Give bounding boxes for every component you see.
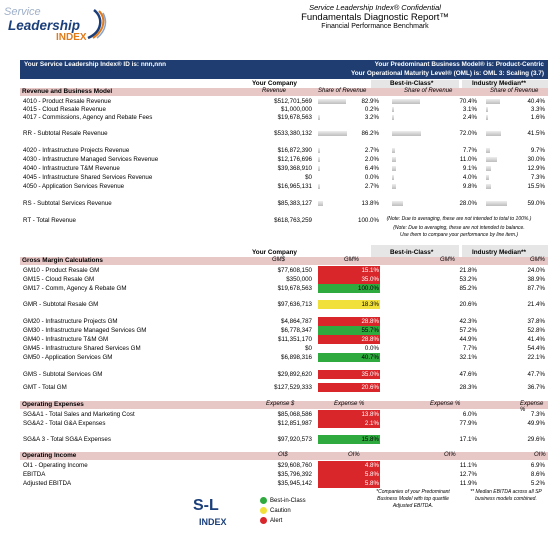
- row-revenue: $512,701,569: [274, 98, 312, 105]
- row-ind: 30.0%: [527, 156, 545, 163]
- row-value: $12,851,987: [277, 420, 312, 427]
- col-share-bic: Share of Revenue: [404, 88, 453, 94]
- table-row: [20, 129, 548, 138]
- table-row: [20, 435, 548, 444]
- row-share: 100.0%: [358, 217, 379, 224]
- row-label: 4015 - Cloud Resale Revenue: [23, 106, 106, 113]
- row-bic: 4.0%: [462, 174, 477, 181]
- row-share: 86.2%: [361, 130, 379, 137]
- row-ind: 24.0%: [527, 267, 545, 274]
- row-pct: 5.8%: [318, 479, 380, 488]
- confidential-label: Service Leadership Index® Confidential: [309, 3, 441, 12]
- row-share: 0.0%: [364, 174, 379, 181]
- row-ind: 59.0%: [527, 200, 545, 207]
- row-revenue: $16,872,390: [277, 147, 312, 154]
- your-company-header-2: Your Company: [252, 249, 297, 256]
- row-value: $0: [305, 345, 312, 352]
- legend-alert: [260, 517, 282, 525]
- col-share: Share of Revenue: [318, 88, 367, 94]
- green-dot-icon: [260, 497, 267, 504]
- table-row: [20, 410, 548, 419]
- table-row: [20, 317, 548, 326]
- row-ind: 49.9%: [527, 420, 545, 427]
- row-ind: 7.3%: [530, 411, 545, 418]
- row-label: GM17 - Comm, Agency & Rebate GM: [23, 285, 127, 292]
- row-label: GM10 - Product Resale GM: [23, 267, 100, 274]
- row-pct: 0.0%: [364, 345, 379, 352]
- row-share: 6.4%: [364, 165, 379, 172]
- service-leadership-logo: [4, 6, 108, 50]
- table-row: [20, 326, 548, 335]
- sl-logo-bottom: INDEX: [199, 517, 227, 527]
- row-label: 4010 - Product Resale Revenue: [23, 98, 112, 105]
- col-expense-pct-ind: Expense %: [520, 401, 544, 413]
- col-oi-dollar: OI$: [278, 452, 288, 458]
- row-value: $6,898,316: [281, 354, 312, 361]
- row-label: OI1 - Operating Income: [23, 462, 88, 469]
- legend-best-label: Best-in-Class: [270, 498, 306, 505]
- section-title-oi: Operating Income: [22, 452, 77, 459]
- row-value: $29,892,620: [277, 371, 312, 378]
- row-ind: 41.5%: [527, 130, 545, 137]
- row-bic: 7.7%: [462, 345, 477, 352]
- table-row: [20, 419, 548, 428]
- row-label: 4017 - Commissions, Agency and Rebate Fees: [23, 114, 153, 121]
- row-pct: 40.7%: [318, 353, 380, 362]
- row-revenue: $12,176,696: [277, 156, 312, 163]
- row-ind: 36.7%: [527, 384, 545, 391]
- row-bic: 44.9%: [459, 336, 477, 343]
- note-balance: (Note: Due to averaging, these are not intended to balance.: [393, 225, 525, 231]
- row-bic: 20.6%: [459, 301, 477, 308]
- section-title-revenue: Revenue and Business Model: [22, 88, 113, 95]
- report-header: [210, 3, 540, 30]
- table-row: [20, 300, 548, 309]
- col-gm-dollar: GM$: [272, 257, 286, 263]
- row-label: GM20 - Infrastructure Projects GM: [23, 318, 118, 325]
- col-revenue: Revenue: [262, 88, 287, 94]
- row-bic: 12.7%: [459, 471, 477, 478]
- report-subtitle: Financial Performance Benchmark: [321, 23, 429, 30]
- row-revenue: $618,763,259: [274, 217, 312, 224]
- row-bic: 32.1%: [459, 354, 477, 361]
- row-pct: 28.8%: [318, 335, 380, 344]
- row-bic: 17.1%: [459, 436, 477, 443]
- row-label: RR - Subtotal Resale Revenue: [23, 130, 108, 137]
- row-pct: 13.8%: [318, 410, 380, 419]
- row-bic: 85.2%: [459, 285, 477, 292]
- row-label: GM50 - Application Services GM: [23, 354, 113, 361]
- row-label: GM15 - Cloud Resale GM: [23, 276, 95, 283]
- note-compare: Use them to compare your performance by line item.): [399, 232, 519, 238]
- row-label: RS - Subtotal Services Revenue: [23, 200, 112, 207]
- row-revenue: $1,000,000: [281, 106, 312, 113]
- row-bic: 11.1%: [459, 462, 477, 469]
- row-bic: 28.3%: [459, 384, 477, 391]
- col-oi-pct-bic: OI%: [444, 452, 456, 458]
- row-label: 4045 - Infrastructure Shared Services Revenue: [23, 174, 153, 181]
- row-ind: 8.6%: [530, 471, 545, 478]
- col-gm-pct-ind: GM%: [530, 257, 545, 263]
- col-expense-dollar: Expense $: [266, 401, 295, 407]
- table-row: [20, 182, 548, 191]
- row-bic: 72.0%: [459, 130, 477, 137]
- row-pct: 28.8%: [318, 317, 380, 326]
- col-share-ind: Share of Revenue: [490, 88, 539, 94]
- row-label: GM40 - Infrastructure T&M GM: [23, 336, 109, 343]
- row-value: $35,796,392: [277, 471, 312, 478]
- table-row: [20, 275, 548, 284]
- row-share: 82.9%: [361, 98, 379, 105]
- row-value: $85,068,586: [277, 411, 312, 418]
- row-bic: 77.9%: [459, 420, 477, 427]
- row-ind: 54.4%: [527, 345, 545, 352]
- row-ind: 29.6%: [527, 436, 545, 443]
- row-value: $29,608,760: [277, 462, 312, 469]
- table-row: [20, 284, 548, 293]
- col-expense-pct: Expense %: [334, 401, 365, 407]
- table-row: [20, 479, 548, 488]
- row-label: 4020 - Infrastructure Projects Revenue: [23, 147, 130, 154]
- row-label: GM30 - Infrastructure Managed Services GM: [23, 327, 147, 334]
- row-pct: 5.8%: [318, 470, 380, 479]
- row-value: $35,945,142: [277, 480, 312, 487]
- section-title-opex: Operating Expenses: [22, 401, 84, 408]
- row-ind: 5.2%: [530, 480, 545, 487]
- row-bic: 70.4%: [459, 98, 477, 105]
- table-row: [20, 173, 548, 182]
- row-pct: 35.0%: [318, 370, 380, 379]
- row-share: 2.7%: [364, 183, 379, 190]
- row-ind: 38.9%: [527, 276, 545, 283]
- row-ind: 37.8%: [527, 318, 545, 325]
- row-pct: 2.1%: [318, 419, 380, 428]
- row-pct: 55.7%: [318, 326, 380, 335]
- row-share: 2.0%: [364, 156, 379, 163]
- table-row: [20, 146, 548, 155]
- note-industry-median: ** Median EBITDA across all SP business models combined.: [470, 489, 542, 502]
- row-value: $11,351,170: [278, 336, 312, 343]
- logo-line3: INDEX: [56, 32, 87, 43]
- section-title-gm: Gross Margin Calculations: [22, 257, 103, 264]
- row-value: $4,864,787: [281, 318, 312, 325]
- banner-business-model: Your Predominant Business Model® is: Product-Centric: [374, 61, 544, 68]
- row-value: $97,636,713: [277, 301, 312, 308]
- legend-alert-label: Alert: [270, 518, 283, 525]
- row-bic: 42.3%: [459, 318, 477, 325]
- row-pct: 18.3%: [318, 300, 380, 309]
- row-ind: 21.4%: [527, 301, 545, 308]
- best-in-class-header-2: Best-in-Class*: [390, 249, 434, 256]
- row-label: SG&A1 - Total Sales and Marketing Cost: [23, 411, 135, 418]
- table-row: [20, 470, 548, 479]
- row-ind: 7.3%: [530, 174, 545, 181]
- row-bic: 11.0%: [459, 156, 477, 163]
- note-best-in-class: *Companies of your Predominant Business Model with top quartile Adjusted EBITDA.: [376, 489, 450, 509]
- row-value: $6,778,347: [281, 327, 312, 334]
- row-bic: 2.4%: [462, 114, 477, 121]
- table-row: [20, 199, 548, 208]
- row-bic: 47.6%: [459, 371, 477, 378]
- row-ind: 87.7%: [527, 285, 545, 292]
- row-revenue: $16,965,131: [277, 183, 312, 190]
- row-share: 13.8%: [361, 200, 379, 207]
- legend-best: [260, 497, 306, 505]
- row-bic: 9.1%: [462, 165, 477, 172]
- row-label: 4040 - Infrastructure T&M Revenue: [23, 165, 120, 172]
- row-ind: 47.7%: [527, 371, 545, 378]
- row-value: $127,529,333: [274, 384, 312, 391]
- row-label: EBITDA: [23, 471, 46, 478]
- table-row: [20, 461, 548, 470]
- row-bic: 9.8%: [462, 183, 477, 190]
- row-ind: 12.9%: [527, 165, 545, 172]
- logo-swoosh-icon: [84, 8, 108, 42]
- banner-oml: Your Operational Maturity Level® (OML) is: OML 3: Scaling (3.7): [350, 70, 544, 77]
- row-ind: 3.3%: [530, 106, 545, 113]
- row-ind: 9.7%: [530, 147, 545, 154]
- industry-median-header-2: Industry Median**: [472, 249, 526, 256]
- row-bic: 28.0%: [459, 200, 477, 207]
- legend-caution: [260, 507, 291, 515]
- banner-index-id: Your Service Leadership Index® ID is: nnn,nnn: [24, 61, 167, 68]
- row-bic: 7.7%: [462, 147, 477, 154]
- table-row: [20, 164, 548, 173]
- row-ind: 6.9%: [530, 462, 545, 469]
- row-bic: 21.8%: [459, 267, 477, 274]
- row-value: $350,000: [286, 276, 312, 283]
- table-row: [20, 370, 548, 379]
- row-ind: 15.5%: [527, 183, 545, 190]
- row-label: 4030 - Infrastructure Managed Services Revenue: [23, 156, 159, 163]
- table-row: [20, 113, 548, 122]
- row-value: $97,920,573: [277, 436, 312, 443]
- logo-line2: Leadership: [8, 18, 81, 33]
- row-label: 4050 - Application Services Revenue: [23, 183, 125, 190]
- row-bic: 53.2%: [459, 276, 477, 283]
- row-bic: 57.2%: [459, 327, 477, 334]
- row-label: GM45 - Infrastructure Shared Services GM: [23, 345, 141, 352]
- yellow-dot-icon: [260, 507, 267, 514]
- row-ind: 22.1%: [527, 354, 545, 361]
- row-bic: 6.0%: [462, 411, 477, 418]
- row-pct: 4.8%: [318, 461, 380, 470]
- best-in-class-header: Best-in-Class*: [390, 80, 434, 87]
- logo-line1: Service: [4, 6, 41, 18]
- table-row: [20, 344, 548, 353]
- row-revenue: $85,383,127: [277, 200, 312, 207]
- row-revenue: $39,368,910: [277, 165, 312, 172]
- row-value: $19,678,563: [277, 285, 312, 292]
- row-label: SG&A2 - Total G&A Expenses: [23, 420, 106, 427]
- row-label: Adjusted EBITDA: [23, 480, 72, 487]
- legend-caution-label: Caution: [270, 508, 291, 515]
- row-bic: 11.9%: [459, 480, 477, 487]
- row-ind: 1.6%: [530, 114, 545, 121]
- table-row: [20, 353, 548, 362]
- table-row: [20, 266, 548, 275]
- col-gm-pct: GM%: [344, 257, 359, 263]
- row-bic: 3.1%: [462, 106, 477, 113]
- row-label: RT - Total Revenue: [23, 217, 76, 224]
- id-banner: [20, 60, 548, 79]
- sl-index-logo: [193, 497, 249, 531]
- row-pct: 35.0%: [318, 275, 380, 284]
- red-dot-icon: [260, 517, 267, 524]
- row-pct: 15.8%: [318, 435, 380, 444]
- note-totals: (Note: Due to averaging, these are not intended to total to 100%.): [386, 216, 532, 222]
- row-share: 0.2%: [364, 106, 379, 113]
- row-revenue: $0: [305, 174, 312, 181]
- row-label: GMS - Subtotal Services GM: [23, 371, 103, 378]
- row-revenue: $533,380,132: [274, 130, 312, 137]
- report-title: Fundamentals Diagnostic Report™: [301, 12, 449, 23]
- row-pct: 20.6%: [318, 383, 380, 392]
- row-ind: 52.8%: [527, 327, 545, 334]
- your-company-header: Your Company: [252, 80, 297, 87]
- sl-logo-top: S-L: [193, 497, 219, 514]
- row-ind: 40.4%: [527, 98, 545, 105]
- col-gm-pct-bic: GM%: [440, 257, 455, 263]
- row-share: 3.2%: [364, 114, 379, 121]
- row-label: GMR - Subtotal Resale GM: [23, 301, 99, 308]
- table-row: [20, 383, 548, 392]
- row-label: SG&A 3 - Total SG&A Expenses: [23, 436, 111, 443]
- industry-median-header: Industry Median**: [472, 80, 526, 87]
- col-oi-pct: OI%: [348, 452, 360, 458]
- row-pct: 100.0%: [318, 284, 380, 293]
- row-value: $77,608,150: [277, 267, 312, 274]
- row-ind: 41.4%: [527, 336, 545, 343]
- row-label: GMT - Total GM: [23, 384, 67, 391]
- table-row: [20, 335, 548, 344]
- col-expense-pct-bic: Expense %: [430, 401, 461, 407]
- row-share: 2.7%: [364, 147, 379, 154]
- row-pct: 15.1%: [318, 266, 380, 275]
- table-row: [20, 155, 548, 164]
- col-oi-pct-ind: OI%: [534, 452, 546, 458]
- row-revenue: $19,678,563: [277, 114, 312, 121]
